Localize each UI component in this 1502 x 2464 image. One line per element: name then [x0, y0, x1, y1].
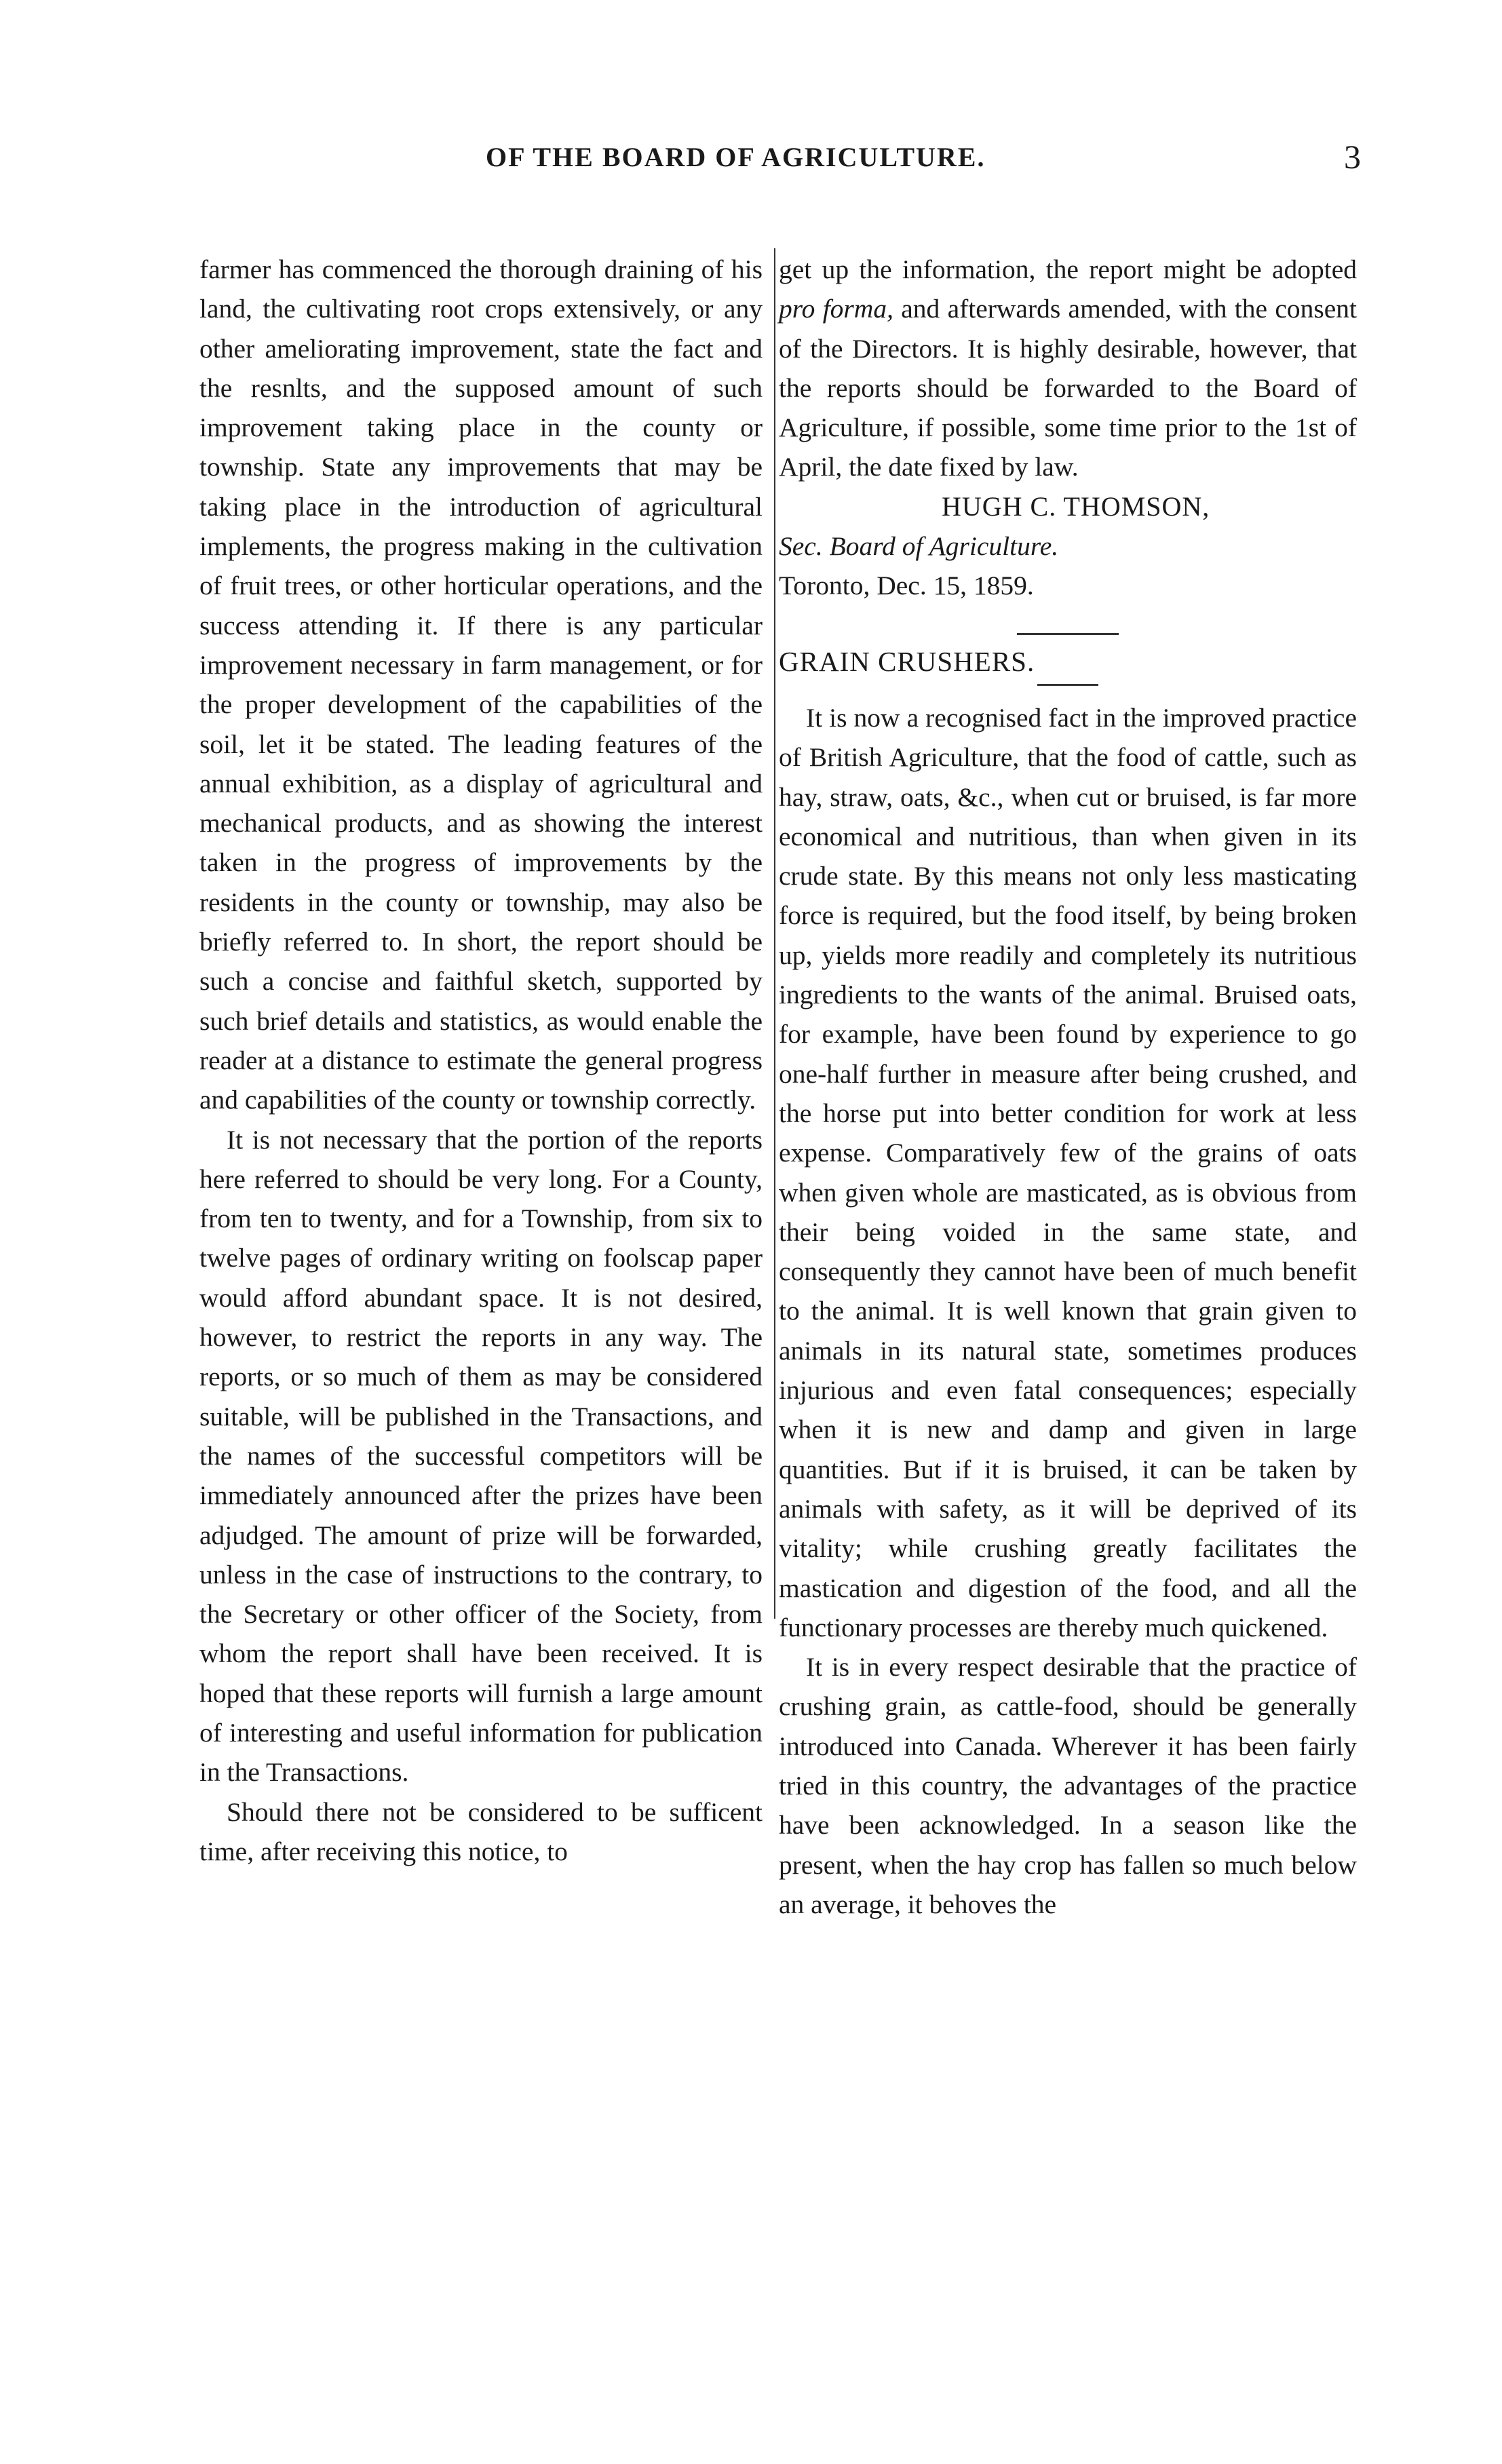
- section-heading: GRAIN CRUSHERS.: [779, 645, 1035, 677]
- place-date: Toronto, Dec. 15, 1859.: [779, 571, 1034, 601]
- heading-underline: [1037, 684, 1098, 686]
- running-head: [201, 138, 1361, 182]
- left-column: [199, 250, 763, 1871]
- right-paragraph-3: It is in every respect desirable that the practice of crushing grain, as cattle-food, should be generally introduced into Canada. Wherever it has been fairly tried in this country, the advantages of the practice have been acknowledged. In a season like the present, when the hay crop has fallen so much below an average, it behoves the: [779, 1652, 1357, 1919]
- page-number: 3: [1344, 138, 1361, 176]
- section-separator: [1017, 633, 1119, 635]
- right-paragraph-1-start: get up the information, the report might be adopted: [779, 254, 1357, 284]
- right-column: [779, 250, 1357, 1924]
- right-paragraph-1: [779, 250, 1357, 487]
- signature-name: HUGH C. THOMSON,: [942, 490, 1210, 522]
- column-divider: [774, 248, 775, 1619]
- right-paragraph-2: It is now a recognised fact in the improved practice of British Agriculture, that the food of cattle, such as hay, straw, oats, &c., when cut or bruised, is far more economical and nutritious, than when given in its crude state. By this means not only less masticating force is required, but the food itself, by being broken up, yields more readily and completely its nutritious ingredients to the wants of the animal. Bruised oats, for example, have been found by experience to go one-half further in measure after being crushed, and the horse put into better condition for work at less expense. Comparatively few of the grains of oats when given whole are masticated, as is obvious from their being voided in the same state, and consequently they cannot have been of much benefit to the animal. It is well known that grain given to animals in its natural state, sometimes produces injurious and even fatal consequences; especially when it is new and damp and given in large quantities. But if it is bruised, it can be taken by animals with safety, as it will be deprived of its vitality; while crushing greatly facilitates the mastication and digestion of the food, and all the functionary processes are thereby much quickened.: [779, 702, 1357, 1642]
- running-title: OF THE BOARD OF AGRICULTURE.: [486, 142, 986, 172]
- pro-forma-italic: pro forma,: [779, 294, 893, 324]
- right-paragraph-1-end: and afterwards amended, with the consent of the Directors. It is highly desirable, however, that the reports should be forwarded to the Board of Agriculture, if possible, some time prior to the 1st of April, the date fixed by law.: [779, 294, 1357, 482]
- left-paragraph-2: It is not necessary that the portion of the reports here referred to should be very long. For a County, from ten to twenty, and for a Township, from six to twelve pages of ordinary writing on foolscap paper would afford abundant space. It is not desired, however, to restrict the reports in any way. The reports, or so much of them as may be considered suitable, will be published in the Transactions, and the names of the successful competitors will be immediately announced after the prizes have been adjudged. The amount of prize will be forwarded, unless in the case of instructions to the contrary, to the Secretary or other officer of the Society, from whom the report shall have been received. It is hoped that these reports will furnish a large amount of interesting and useful information for publication in the Transactions.: [199, 1124, 763, 1788]
- left-paragraph-1: farmer has commenced the thorough draining of his land, the cultivating root crops extensively, or any other ameliorating improvement, state the fact and the resnlts, and the supposed amount of such improvement taking place in the county or township. State any improvements that may be taking place in the introduction of agricultural implements, the progress making in the cultivation of fruit trees, or other horticular operations, and the success attending it. If there is any particular improvement necessary in farm management, or for the proper development of the capabilities of the soil, let it be stated. The leading features of the annual exhibition, as a display of agricultural and mechanical products, and as showing the interest taken in the progress of improvements by the residents in the county or township, may also be briefly referred to. In short, the report should be such a concise and faithful sketch, supported by such brief details and statistics, as would enable the reader at a distance to estimate the general progress and capabilities of the county or township correctly.: [199, 254, 763, 1115]
- left-paragraph-3: Should there not be considered to be sufficent time, after receiving this notice, to: [199, 1796, 763, 1866]
- signature-title: Sec. Board of Agriculture.: [779, 531, 1059, 562]
